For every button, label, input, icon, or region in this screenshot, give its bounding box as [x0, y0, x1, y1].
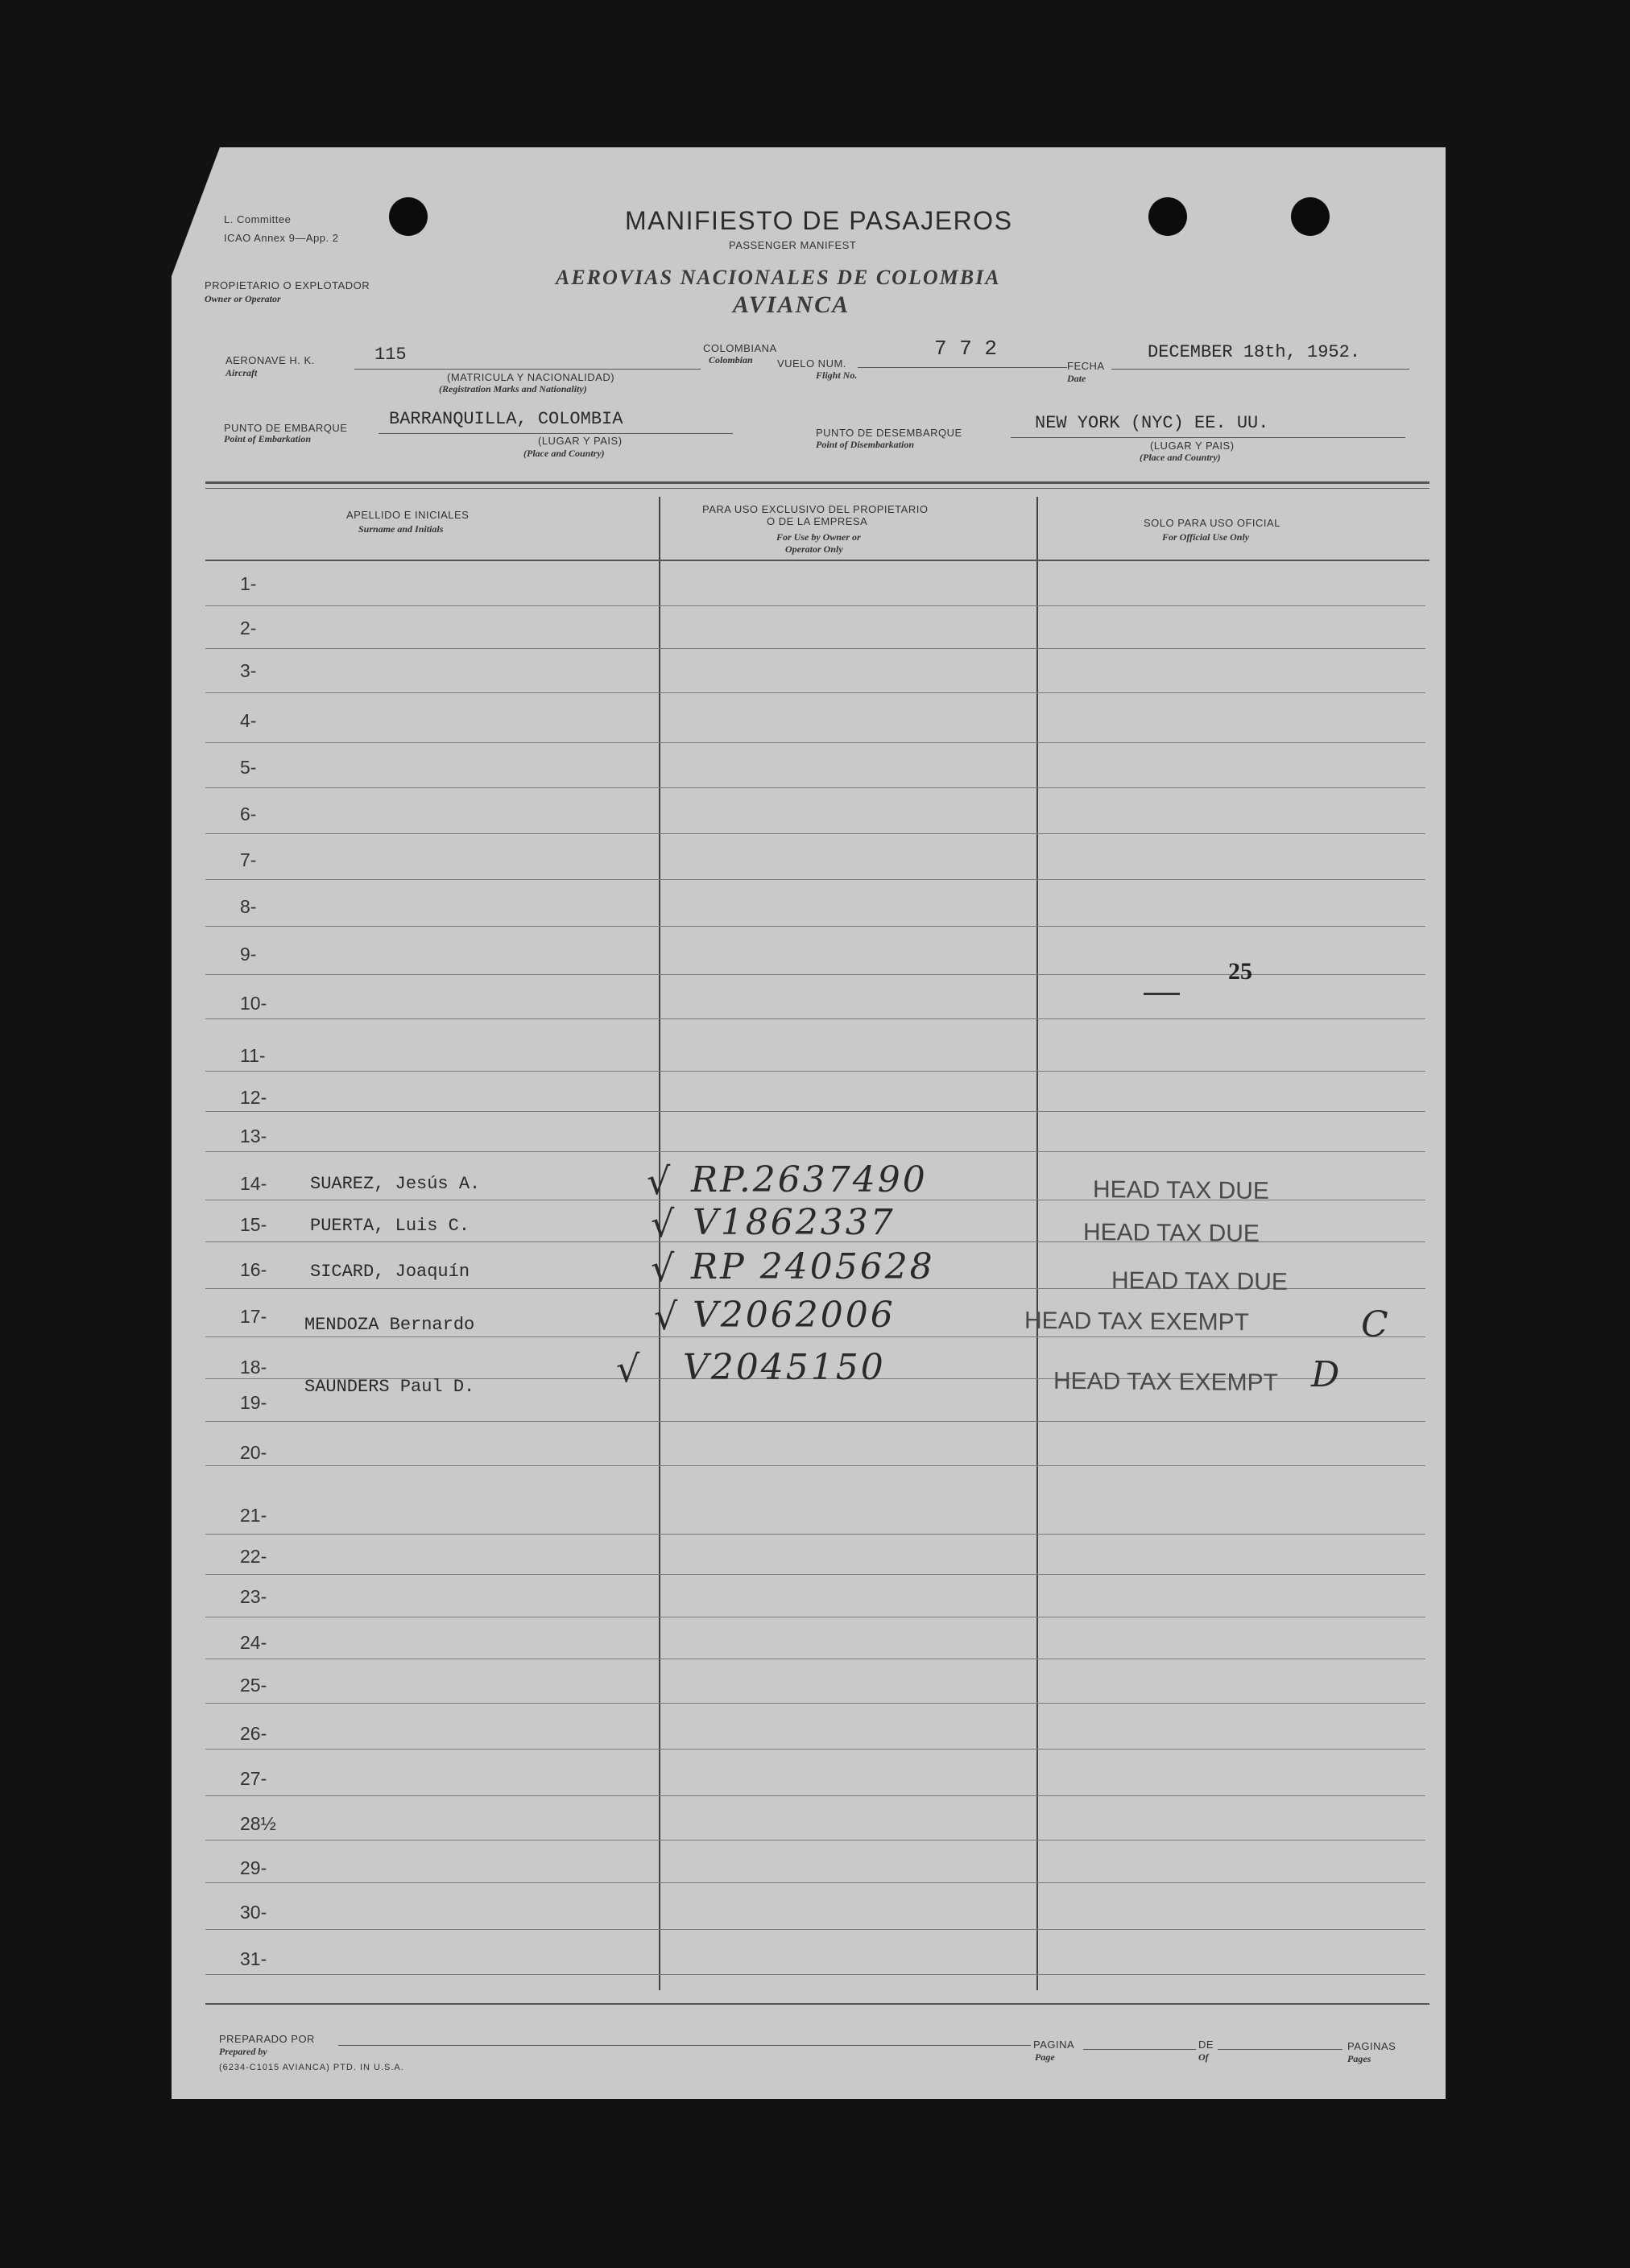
embark-label-en: Point of Embarkation: [224, 433, 312, 444]
aircraft-underline: [354, 369, 701, 370]
row-line: [205, 1795, 1425, 1796]
table-top-border: [205, 481, 1429, 484]
of-label: DE: [1198, 2039, 1214, 2051]
row-number: 10-: [240, 993, 267, 1014]
registration-label: (MATRICULA Y NACIONALIDAD): [447, 371, 615, 383]
disembark-label: PUNTO DE DESEMBARQUE: [816, 427, 962, 439]
owner-label: PROPIETARIO O EXPLOTADOR: [205, 279, 370, 291]
pages-underline: [1218, 2049, 1342, 2050]
col-surname-header-en: Surname and Initials: [358, 523, 444, 535]
place-label: (LUGAR Y PAIS): [538, 435, 623, 447]
row-line: [205, 648, 1425, 649]
disembark-value: NEW YORK (NYC) EE. UU.: [1035, 413, 1269, 433]
disembark-label-en: Point of Disembarkation: [816, 439, 915, 450]
row-line: [205, 1882, 1425, 1883]
disembark-underline: [1011, 437, 1405, 438]
flight-value: 7 7 2: [934, 337, 998, 361]
col-owner-header-en-2: Operator Only: [785, 543, 843, 555]
row-number: 4-: [240, 710, 257, 731]
row-number: 23-: [240, 1586, 267, 1607]
date-value: DECEMBER 18th, 1952.: [1148, 342, 1361, 362]
row-number: 7-: [240, 849, 257, 870]
head-tax-stamp: HEAD TAX DUE: [1111, 1267, 1288, 1295]
row-number: 20-: [240, 1442, 267, 1463]
table-bottom-border: [205, 2003, 1429, 2005]
row-number: 12-: [240, 1087, 267, 1108]
row-number: 11-: [240, 1045, 266, 1066]
row-line: [205, 1111, 1425, 1112]
row-number: 30-: [240, 1902, 267, 1923]
embark-value: BARRANQUILLA, COLOMBIA: [389, 409, 623, 429]
row-line: [205, 1018, 1425, 1019]
row-line: [205, 1929, 1425, 1930]
row-line: [205, 879, 1425, 880]
embark-label: PUNTO DE EMBARQUE: [224, 422, 348, 434]
check-mark-icon: √: [654, 1295, 678, 1338]
date-underline: [1111, 369, 1409, 370]
owner-label-en: Owner or Operator: [205, 293, 281, 304]
pages-label: PAGINAS: [1347, 2040, 1396, 2052]
row-number: 14-: [240, 1173, 267, 1194]
table-header-border: [205, 560, 1429, 561]
passport-number: V1862337: [693, 1202, 896, 1243]
icao-ref: ICAO Annex 9—App. 2: [224, 232, 339, 244]
check-mark-icon: √: [647, 1159, 671, 1203]
passport-number: RP.2637490: [691, 1159, 928, 1200]
row-line: [205, 1071, 1425, 1072]
prepared-label: PREPARADO POR: [219, 2033, 315, 2045]
row-number: 19-: [240, 1392, 267, 1413]
head-tax-stamp: HEAD TAX EXEMPT: [1024, 1307, 1249, 1336]
official-dash: [1144, 993, 1180, 995]
row-number: 8-: [240, 896, 257, 917]
date-label: FECHA: [1067, 360, 1105, 372]
prepared-label-en: Prepared by: [219, 2046, 267, 2057]
head-tax-stamp: HEAD TAX DUE: [1093, 1176, 1269, 1204]
check-mark-icon: √: [616, 1347, 640, 1390]
of-label-en: Of: [1198, 2051, 1209, 2063]
row-number: 22-: [240, 1546, 267, 1567]
row-line: [205, 926, 1425, 927]
airline-name: AEROVIAS NACIONALES DE COLOMBIA: [556, 266, 1001, 289]
row-line: [205, 833, 1425, 834]
row-number: 28½: [240, 1813, 276, 1834]
row-line: [205, 1534, 1425, 1535]
punch-hole: [389, 197, 428, 236]
row-number: 5-: [240, 757, 257, 778]
printer-note: (6234-C1015 AVIANCA) PTD. IN U.S.A.: [219, 2063, 404, 2072]
head-tax-stamp: HEAD TAX DUE: [1083, 1219, 1260, 1247]
row-line: [205, 1749, 1425, 1750]
row-number: 16-: [240, 1259, 267, 1280]
col-owner-header-1: PARA USO EXCLUSIVO DEL PROPIETARIO: [702, 503, 929, 515]
row-number: 6-: [240, 804, 257, 824]
manifest-title: MANIFIESTO DE PASAJEROS: [625, 206, 1013, 235]
row-number: 31-: [240, 1948, 267, 1969]
page-label-en: Page: [1035, 2051, 1055, 2063]
nationality-label: COLOMBIANA: [703, 342, 777, 354]
page-underline: [1083, 2049, 1196, 2050]
row-number: 25-: [240, 1675, 267, 1696]
flight-underline: [858, 367, 1067, 368]
row-number: 26-: [240, 1723, 267, 1744]
place-label-en: (Place and Country): [523, 448, 605, 459]
punch-hole: [1291, 197, 1330, 236]
row-line: [205, 605, 1425, 606]
check-mark-icon: √: [651, 1246, 675, 1290]
col-owner-header-2: O DE LA EMPRESA: [767, 515, 868, 527]
flight-label: VUELO NUM.: [777, 357, 846, 370]
col-official-header: SOLO PARA USO OFICIAL: [1144, 517, 1280, 529]
col-owner-header-en-1: For Use by Owner or: [776, 531, 861, 543]
official-mark: D: [1311, 1354, 1342, 1395]
airline-short: AVIANCA: [733, 291, 850, 318]
col-official-header-en: For Official Use Only: [1162, 531, 1250, 543]
embark-underline: [379, 433, 733, 434]
aircraft-label-en: Aircraft: [225, 367, 258, 378]
row-line: [205, 692, 1425, 693]
page-label: PAGINA: [1033, 2039, 1075, 2051]
passport-number: V2045150: [683, 1347, 886, 1388]
registration-label-en: (Registration Marks and Nationality): [439, 383, 587, 395]
aircraft-value: 115: [374, 345, 407, 365]
place2-label-en: (Place and Country): [1140, 452, 1221, 463]
manifest-subtitle: PASSENGER MANIFEST: [729, 239, 857, 251]
col-surname-header: APELLIDO E INICIALES: [346, 509, 470, 521]
pages-label-en: Pages: [1347, 2053, 1371, 2064]
manifest-sheet: [172, 147, 1446, 2099]
passenger-name: PUERTA, Luis C.: [310, 1216, 470, 1236]
row-line: [205, 1703, 1425, 1704]
table-top-border-inner: [205, 488, 1429, 489]
row-line: [205, 787, 1425, 788]
committee-ref: L. Committee: [224, 213, 292, 225]
passenger-name: SAUNDERS Paul D.: [304, 1377, 475, 1397]
row-line: [205, 1465, 1425, 1466]
date-label-en: Date: [1067, 373, 1086, 384]
row-number: 3-: [240, 660, 257, 681]
row-line: [205, 742, 1425, 743]
row-line: [205, 1574, 1425, 1575]
official-note: 25: [1228, 958, 1252, 985]
row-number: 21-: [240, 1505, 267, 1526]
passenger-name: SICARD, Joaquín: [310, 1262, 470, 1282]
row-number: 17-: [240, 1306, 267, 1327]
check-mark-icon: √: [651, 1202, 675, 1246]
passenger-name: MENDOZA Bernardo: [304, 1315, 475, 1335]
passport-number: V2062006: [693, 1295, 896, 1336]
row-number: 9-: [240, 944, 257, 965]
row-number: 29-: [240, 1857, 267, 1878]
official-mark: C: [1361, 1304, 1391, 1345]
row-number: 1-: [240, 573, 257, 594]
place2-label: (LUGAR Y PAIS): [1150, 440, 1235, 452]
row-number: 18-: [240, 1357, 267, 1378]
passenger-name: SUAREZ, Jesús A.: [310, 1174, 481, 1194]
row-line: [205, 1421, 1425, 1422]
row-number: 15-: [240, 1214, 267, 1235]
row-number: 2-: [240, 618, 257, 638]
row-line: [205, 1974, 1425, 1975]
passport-number: RP 2405628: [691, 1246, 935, 1287]
column-divider-2: [1036, 497, 1038, 1990]
prepared-underline: [338, 2045, 1031, 2046]
row-number: 24-: [240, 1632, 267, 1653]
row-number: 13-: [240, 1126, 267, 1146]
nationality-label-en: Colombian: [709, 354, 753, 366]
row-line: [205, 1151, 1425, 1152]
flight-label-en: Flight No.: [816, 370, 858, 381]
row-number: 27-: [240, 1768, 267, 1789]
aircraft-label: AERONAVE H. K.: [225, 354, 315, 366]
punch-hole: [1148, 197, 1187, 236]
head-tax-stamp: HEAD TAX EXEMPT: [1053, 1367, 1278, 1397]
